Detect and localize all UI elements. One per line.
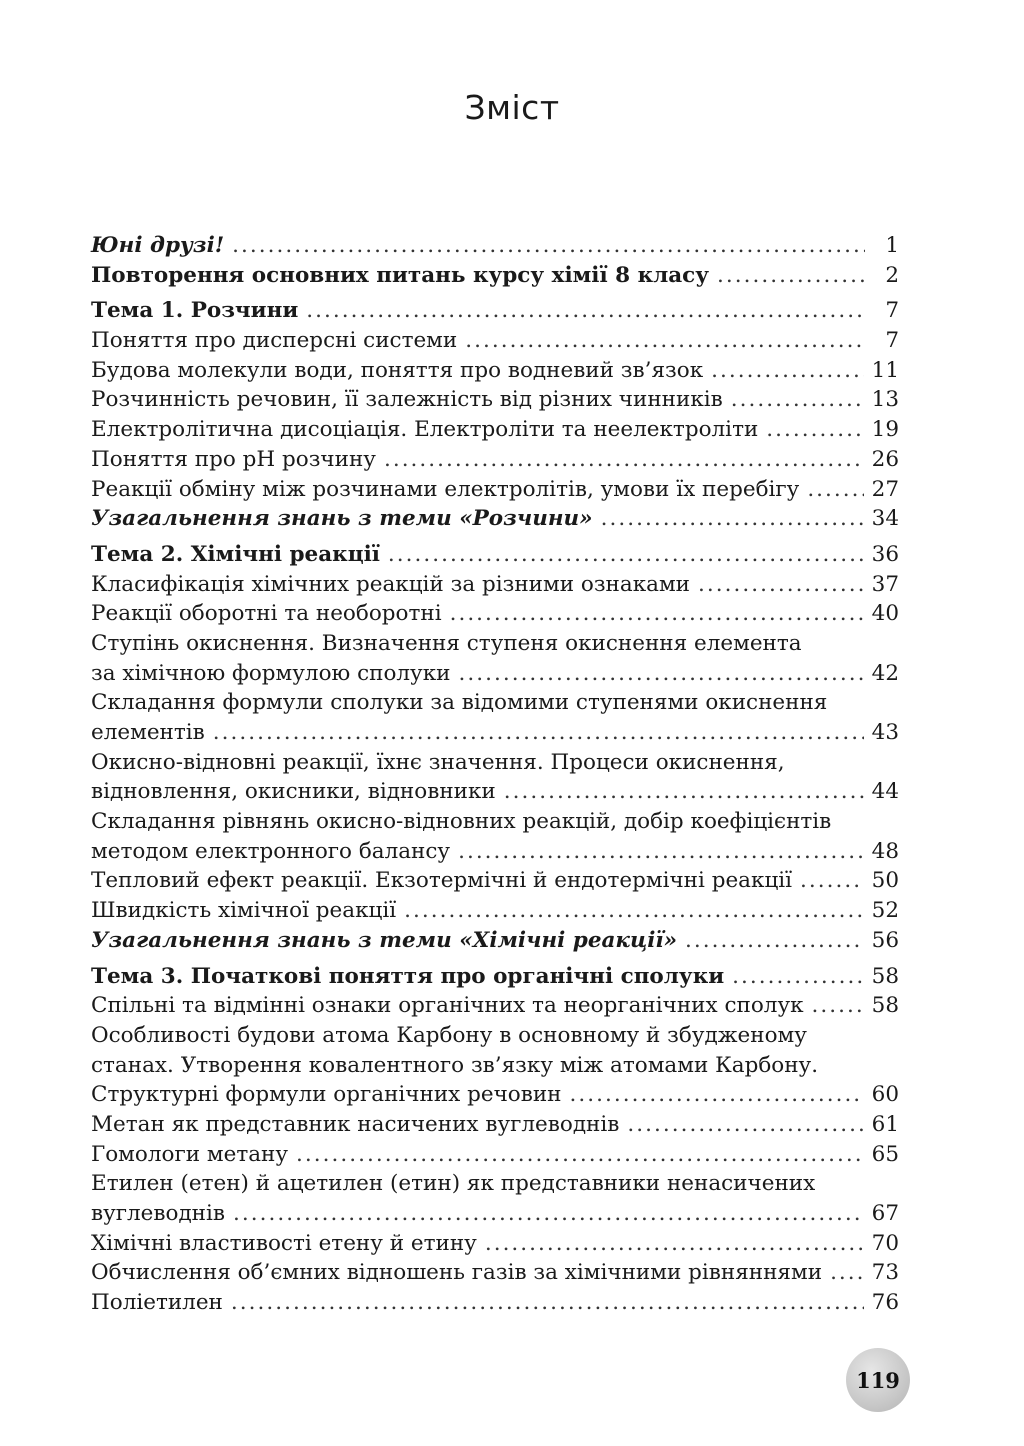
toc-entry-title: Ступінь окиснення. Визначення ступеня окиснення елемента <box>91 630 802 656</box>
toc-page-number: 76 <box>871 1290 899 1316</box>
toc-entry[interactable] <box>91 326 899 356</box>
toc-page-number: 27 <box>871 476 899 502</box>
toc-entry[interactable] <box>91 866 899 896</box>
leader-dots <box>231 1288 864 1318</box>
toc-entry[interactable] <box>91 718 899 748</box>
toc-entry-title: Поняття про дисперсні системи <box>91 328 458 354</box>
table-of-contents <box>91 231 899 1318</box>
toc-page-number: 11 <box>871 357 899 383</box>
toc-entry-title: Етилен (етен) й ацетилен (етин) як представники ненасичених <box>91 1171 816 1197</box>
toc-page-number: 61 <box>871 1111 899 1137</box>
toc-entry-title: Спільні та відмінні ознаки органічних та неорганічних сполук <box>91 993 804 1019</box>
toc-entry-line[interactable] <box>91 807 899 837</box>
leader-dots <box>458 659 863 689</box>
toc-entry[interactable] <box>91 599 899 629</box>
toc-page-number: 67 <box>871 1201 899 1226</box>
toc-entry-title: Юні друзі! <box>91 233 225 258</box>
toc-entry-title: Реакції обміну між розчинами електролітів, умови їх перебігу <box>91 476 800 502</box>
toc-entry-review[interactable] <box>91 261 899 291</box>
toc-entry-title: Швидкість хімічної реакції <box>91 898 397 924</box>
toc-entry-title: Особливості будови атома Карбону в основному й збудженому <box>91 1022 807 1048</box>
leader-dots <box>717 261 865 291</box>
leader-dots <box>296 1140 864 1170</box>
toc-page-number: 7 <box>885 328 899 354</box>
toc-entry-title: Складання формули сполуки за відомими ступенями окиснення <box>91 690 828 716</box>
toc-entry-topic-3[interactable] <box>91 962 899 992</box>
toc-entry-line[interactable] <box>91 629 899 659</box>
toc-entry[interactable] <box>91 570 899 600</box>
toc-entry-title: станах. Утворення ковалентного зв’язку між атомами Карбону. <box>91 1052 819 1078</box>
toc-page-number: 37 <box>871 571 899 597</box>
toc-entry-title: Окисно-відновні реакції, їхнє значення. Процеси окиснення, <box>91 749 785 775</box>
toc-entry-title: Тепловий ефект реакції. Екзотермічні й ендотермічні реакції <box>91 868 793 894</box>
toc-entry-title: Обчислення об’ємних відношень газів за хімічними рівняннями <box>91 1260 823 1286</box>
toc-entry[interactable] <box>91 1229 899 1259</box>
toc-entry[interactable] <box>91 475 899 505</box>
toc-entry-title: Повторення основних питань курсу хімії 8 класу <box>91 262 710 288</box>
leader-dots <box>732 962 863 992</box>
toc-entry-title: Електролітична дисоціація. Електроліти та неелектроліти <box>91 417 759 443</box>
toc-entry[interactable] <box>91 659 899 689</box>
leader-dots <box>711 356 864 386</box>
toc-entry-summary[interactable] <box>91 926 899 956</box>
toc-entry-title: за хімічною формулою сполуки <box>91 660 451 686</box>
toc-entry-title: Узагальнення знань з теми «Хімічні реакції» <box>91 927 678 953</box>
toc-entry[interactable] <box>91 1199 899 1229</box>
leader-dots <box>384 445 864 475</box>
toc-entry-title: відновлення, окисники, відновники <box>91 779 496 805</box>
toc-entry[interactable] <box>91 1258 899 1288</box>
leader-dots <box>465 326 865 356</box>
toc-page-number: 65 <box>871 1141 899 1167</box>
toc-entry-title: Розчинність речовин, її залежність від різних чинників <box>91 387 723 413</box>
toc-entry-title: Поняття про pH розчину <box>91 446 376 472</box>
toc-page-number: 60 <box>871 1082 899 1108</box>
leader-dots <box>601 504 864 534</box>
toc-entry[interactable] <box>91 837 899 867</box>
toc-page-number: 56 <box>871 927 899 953</box>
toc-page-number: 48 <box>871 838 899 864</box>
leader-dots <box>213 718 864 748</box>
leader-dots <box>404 896 864 926</box>
page-number-badge: 119 <box>846 1348 910 1412</box>
toc-page-number: 40 <box>871 601 899 627</box>
leader-dots <box>458 837 864 867</box>
toc-entry-title: Узагальнення знань з теми «Розчини» <box>91 506 593 532</box>
leader-dots <box>830 1258 864 1288</box>
leader-dots <box>812 991 864 1021</box>
toc-page-number: 58 <box>871 993 899 1019</box>
toc-page-number: 58 <box>871 963 899 989</box>
toc-entry[interactable] <box>91 1080 899 1110</box>
toc-entry-line[interactable] <box>91 1169 899 1199</box>
toc-entry-title: Тема 3. Початкові поняття про органічні сполуки <box>91 963 725 989</box>
toc-entry-title: методом електронного балансу <box>91 838 451 864</box>
toc-entry-title: вуглеводнів <box>91 1201 225 1226</box>
leader-dots <box>485 1229 864 1259</box>
toc-entry-title: Будова молекули води, поняття про водневий зв’язок <box>91 357 704 383</box>
leader-dots <box>685 926 864 956</box>
toc-entry-intro[interactable] <box>91 231 899 261</box>
leader-dots <box>807 475 863 505</box>
toc-entry-title: Гомологи метану <box>91 1141 289 1167</box>
toc-entry[interactable] <box>91 356 899 386</box>
toc-entry-title: Тема 2. Хімічні реакції <box>91 541 380 567</box>
toc-page-number: 13 <box>871 387 899 413</box>
toc-entry-line[interactable] <box>91 688 899 718</box>
leader-dots <box>232 231 865 261</box>
leader-dots <box>233 1199 864 1229</box>
toc-entry[interactable] <box>91 991 899 1021</box>
toc-page-number: 42 <box>871 660 899 686</box>
toc-entry[interactable] <box>91 896 899 926</box>
toc-entry-line[interactable] <box>91 1021 899 1051</box>
toc-entry[interactable] <box>91 445 899 475</box>
toc-entry[interactable] <box>91 415 899 445</box>
toc-page-number: 50 <box>871 868 899 894</box>
toc-entry-topic-1[interactable] <box>91 296 899 326</box>
leader-dots <box>504 777 864 807</box>
toc-page-number: 43 <box>871 720 899 745</box>
toc-page-number: 34 <box>871 506 899 532</box>
leader-dots <box>388 540 864 570</box>
toc-page-number: 2 <box>885 262 899 288</box>
toc-entry[interactable] <box>91 1288 899 1318</box>
toc-entry-line[interactable] <box>91 1051 899 1081</box>
leader-dots <box>570 1080 864 1110</box>
toc-entry-title: Хімічні властивості етену й етину <box>91 1230 477 1256</box>
toc-entry-title: Структурні формули органічних речовин <box>91 1082 562 1108</box>
leader-dots <box>800 866 864 896</box>
leader-dots <box>698 570 864 600</box>
toc-page-number: 26 <box>871 446 899 472</box>
toc-entry[interactable] <box>91 777 899 807</box>
toc-page-number: 52 <box>871 898 899 924</box>
toc-entry-title: Тема 1. Розчини <box>91 298 299 324</box>
page-title: Зміст <box>464 88 560 127</box>
toc-entry-title: Реакції оборотні та необоротні <box>91 601 442 627</box>
toc-page-number: 7 <box>885 298 899 324</box>
leader-dots <box>627 1110 863 1140</box>
leader-dots <box>450 599 864 629</box>
toc-entry-title: елементів <box>91 720 205 745</box>
leader-dots <box>731 385 864 415</box>
toc-entry-line[interactable] <box>91 748 899 778</box>
toc-entry-topic-2[interactable] <box>91 540 899 570</box>
toc-entry-summary[interactable] <box>91 504 899 534</box>
toc-entry[interactable] <box>91 1110 899 1140</box>
leader-dots <box>306 296 865 326</box>
toc-page-number: 73 <box>871 1260 899 1286</box>
toc-entry[interactable] <box>91 385 899 415</box>
leader-dots <box>766 415 863 445</box>
toc-entry-title: Класифікація хімічних реакцій за різними ознаками <box>91 571 691 597</box>
toc-page-number: 70 <box>871 1230 899 1256</box>
toc-page-number: 1 <box>885 233 899 258</box>
toc-entry-title: Поліетилен <box>91 1290 223 1316</box>
toc-page-number: 44 <box>871 779 899 805</box>
toc-page-number: 19 <box>871 417 899 443</box>
toc-entry-title: Складання рівнянь окисно-відновних реакцій, добір коефіцієнтів <box>91 809 832 835</box>
toc-entry[interactable] <box>91 1140 899 1170</box>
toc-entry-title: Метан як представник насичених вуглеводнів <box>91 1111 620 1137</box>
toc-page-number: 36 <box>871 541 899 567</box>
